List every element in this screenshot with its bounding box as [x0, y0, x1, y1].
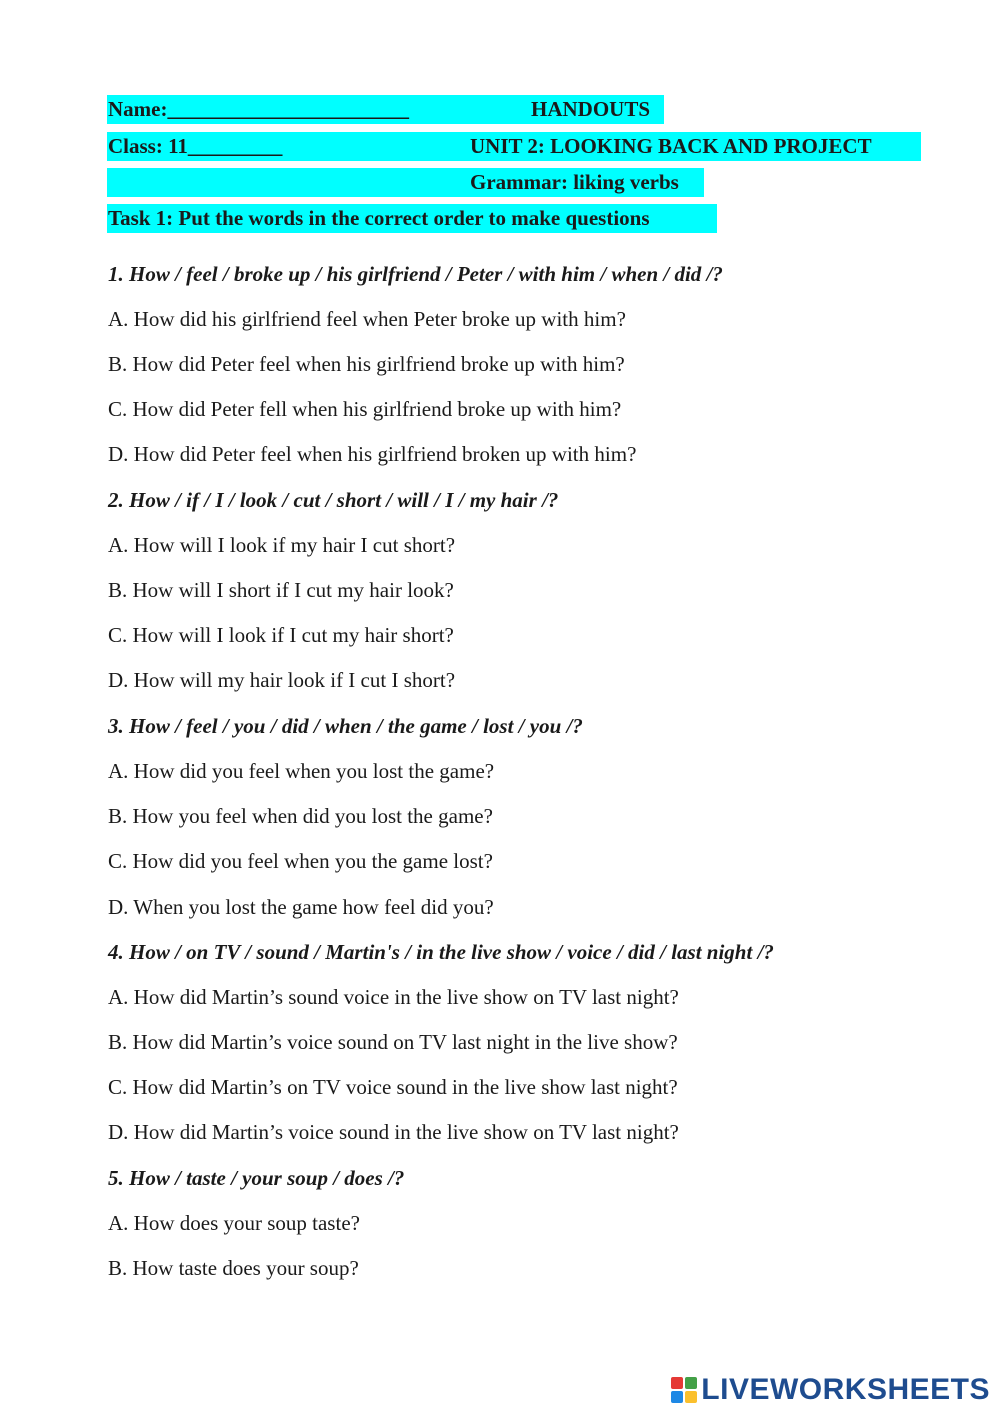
question-3-option-a[interactable]: A. How did you feel when you lost the game? [108, 759, 495, 783]
question-1-option-b[interactable]: B. How did Peter feel when his girlfriend broke up with him? [108, 352, 625, 376]
question-4-option-d[interactable]: D. How did Martin’s voice sound in the live show on TV last night? [108, 1120, 679, 1144]
name-field-label: Name:_______________________ [108, 97, 409, 121]
question-2-option-b[interactable]: B. How will I short if I cut my hair look? [108, 578, 454, 602]
question-4-option-c[interactable]: C. How did Martin’s on TV voice sound in the live show last night? [108, 1075, 678, 1099]
question-3-option-b[interactable]: B. How you feel when did you lost the game? [108, 804, 493, 828]
question-1-stem: 1. How / feel / broke up / his girlfriend / Peter / with him / when / did /? [108, 262, 723, 286]
unit-title: UNIT 2: LOOKING BACK AND PROJECT [470, 134, 872, 158]
question-2-option-a[interactable]: A. How will I look if my hair I cut short? [108, 533, 456, 557]
logo-square-blue [671, 1391, 683, 1403]
task-instruction: Task 1: Put the words in the correct order to make questions [108, 206, 650, 230]
liveworksheets-footer[interactable] [671, 1373, 990, 1407]
question-1-option-c[interactable]: C. How did Peter fell when his girlfriend broke up with him? [108, 397, 622, 421]
logo-square-green [685, 1377, 697, 1389]
question-4-option-b[interactable]: B. How did Martin’s voice sound on TV last night in the live show? [108, 1030, 678, 1054]
logo-square-red [671, 1377, 683, 1389]
question-5-option-a[interactable]: A. How does your soup taste? [108, 1211, 360, 1235]
question-2-stem: 2. How / if / I / look / cut / short / will / I / my hair /? [108, 488, 559, 512]
grammar-subtitle: Grammar: liking verbs [470, 170, 679, 194]
question-1-option-d[interactable]: D. How did Peter feel when his girlfriend broken up with him? [108, 442, 637, 466]
class-field-label: Class: 11_________ [108, 134, 283, 158]
liveworksheets-logo-icon [671, 1377, 697, 1403]
question-2-option-c[interactable]: C. How will I look if I cut my hair short? [108, 623, 454, 647]
logo-square-yellow [685, 1391, 697, 1403]
question-1-option-a[interactable]: A. How did his girlfriend feel when Peter broke up with him? [108, 307, 626, 331]
question-2-option-d[interactable]: D. How will my hair look if I cut I short? [108, 668, 456, 692]
question-3-option-c[interactable]: C. How did you feel when you the game lost? [108, 849, 493, 873]
question-5-stem: 5. How / taste / your soup / does /? [108, 1166, 405, 1190]
liveworksheets-wordmark: LIVEWORKSHEETS [701, 1373, 990, 1406]
question-4-option-a[interactable]: A. How did Martin’s sound voice in the live show on TV last night? [108, 985, 679, 1009]
handouts-title: HANDOUTS [531, 97, 651, 121]
question-3-option-d[interactable]: D. When you lost the game how feel did you? [108, 895, 494, 919]
question-3-stem: 3. How / feel / you / did / when / the game / lost / you /? [108, 714, 583, 738]
question-4-stem: 4. How / on TV / sound / Martin's / in the live show / voice / did / last night /? [108, 940, 774, 964]
question-5-option-b[interactable]: B. How taste does your soup? [108, 1256, 359, 1280]
